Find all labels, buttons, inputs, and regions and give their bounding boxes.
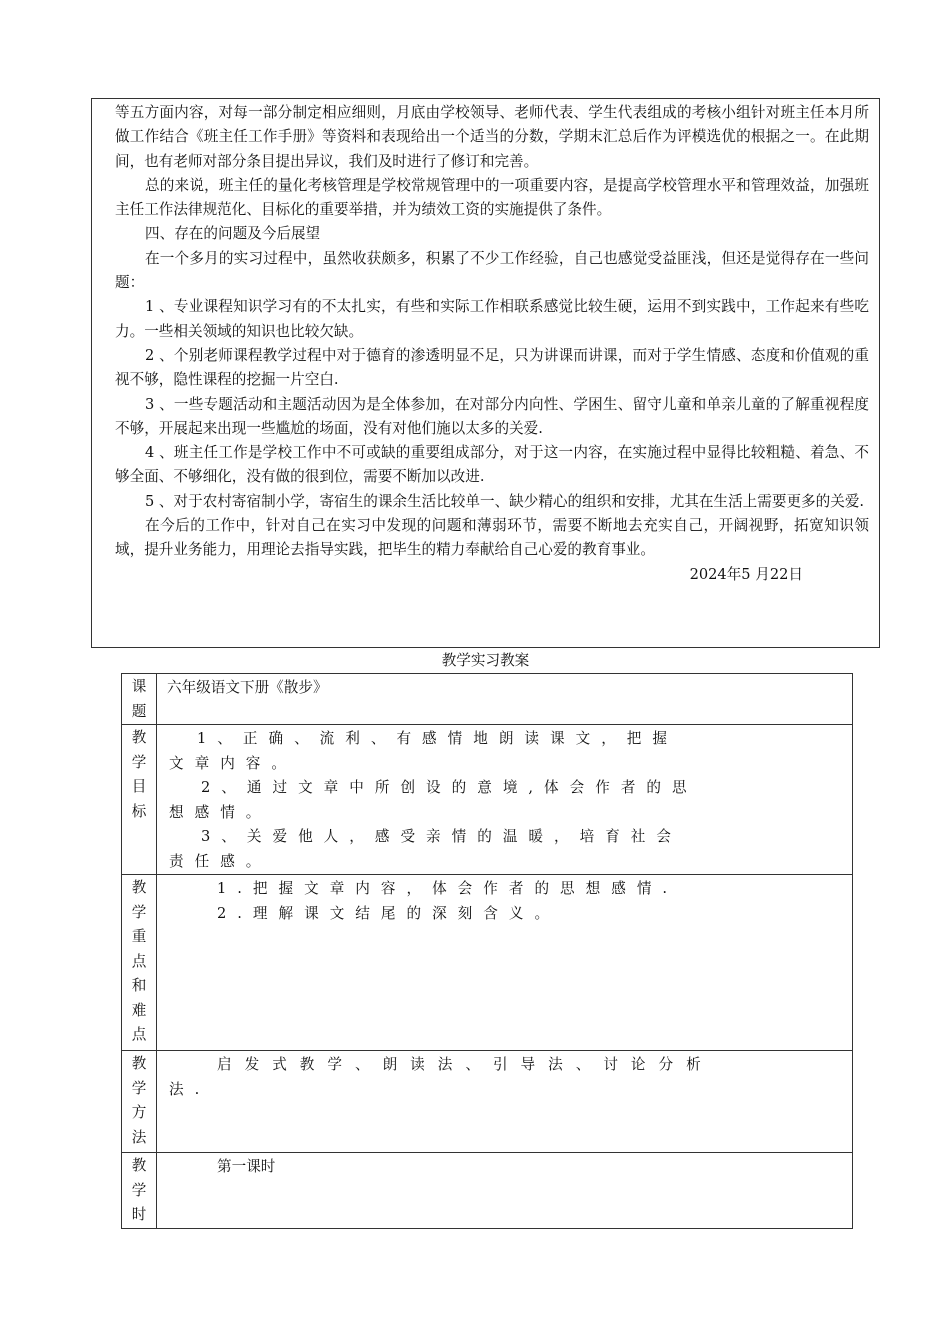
label-char: 目 — [131, 778, 147, 795]
label-char: 时 — [131, 1206, 147, 1223]
problem-item: 1 、专业课程知识学习有的不太扎实，有些和实际工作相联系感觉比较生硬，运用不到实践中，工作起来有些吃力。一些相关领域的知识也比较欠缺。 — [115, 298, 869, 340]
method-line: 法. — [169, 1080, 211, 1098]
row-label — [122, 875, 157, 1051]
table-row-key-points — [122, 875, 853, 1051]
label-char: 方 — [131, 1104, 147, 1121]
label-char: 教 — [131, 1055, 147, 1072]
label-char: 和 — [131, 977, 147, 994]
label-char: 学 — [131, 903, 147, 921]
label-char: 题 — [131, 702, 147, 720]
problem-item: 3 、一些专题活动和主题活动因为是全体参加，在对部分内向性、学困生、留守儿童和单亲儿童的了解重视程度不够，开展起来出现一些尴尬的场面，没有对他们施以太多的关爱. — [115, 395, 869, 437]
lesson-plan-title: 教学实习教案 — [441, 652, 530, 669]
row-content — [157, 674, 853, 725]
row-content — [157, 875, 853, 1051]
report-section — [91, 98, 880, 648]
goal-line: 3、关爱他人，感受亲情的温暖，培育社会 — [201, 828, 682, 845]
problem-item: 2 、个别老师课程教学过程中对于德育的渗透明显不足，只为讲课而讲课，而对于学生情感、态度和价值观的重视不够，隐性课程的挖掘一片空白. — [115, 346, 869, 389]
key-point-line: 2.理解课文结尾的深刻含义。 — [217, 904, 561, 922]
problem-item: 4 、班主任工作是学校工作中不可或缺的重要组成部分，对于这一内容，在实施过程中显得比较粗糙、着急、不够全面、不够细化，没有做的很到位，需要不断加以改进. — [115, 444, 869, 486]
goal-line: 责任感。 — [169, 852, 272, 870]
lesson-plan-table — [121, 673, 853, 1229]
label-char: 点 — [131, 1026, 147, 1043]
row-content — [157, 725, 853, 875]
report-date: 2024年5 月22日 — [689, 565, 803, 583]
goal-line: 想感情。 — [169, 803, 272, 821]
section-heading: 四、存在的问题及今后展望 — [145, 225, 321, 243]
table-row-methods — [122, 1051, 853, 1153]
report-paragraph: 总的来说，班主任的量化考核管理是学校常规管理中的一项重要内容，是提高学校管理水平和管理效益，加强班主任工作法律规范化、目标化的重要举措，并为绩效工资的实施提供了条件。 — [115, 176, 869, 219]
label-char: 学 — [131, 1181, 147, 1199]
label-char: 重 — [131, 928, 147, 945]
label-char: 标 — [131, 802, 147, 820]
report-paragraph: 在一个多月的实习过程中，虽然收获颇多，积累了不少工作经验，自己也感觉受益匪浅，但还是觉得存在一些问题： — [115, 249, 869, 292]
key-point-line: 1.把握文章内容，体会作者的思想感情. — [217, 880, 679, 897]
table-row-time — [122, 1153, 853, 1229]
label-char: 教 — [131, 879, 147, 896]
report-paragraph: 等五方面内容，对每一部分制定相应细则，月底由学校领导、老师代表、学生代表组成的考核小组针对班主任本月所做工作结合《班主任工作手册》等资料和表现给出一个适当的分数，学期末汇总后作为评模选优的根据之一。在此期间，也有老师对部分条目提出异议，我们及时进行了修订和完善。 — [115, 104, 869, 170]
time-text: 第一课时 — [217, 1158, 276, 1175]
goal-line: 文章内容。 — [169, 754, 297, 772]
row-label — [122, 725, 157, 875]
method-line: 启发式教学、朗读法、引导法、讨论分析 — [217, 1056, 714, 1073]
row-label — [122, 1153, 157, 1229]
row-content — [157, 1051, 853, 1153]
report-paragraph: 在今后的工作中，针对自己在实习中发现的问题和薄弱环节，需要不断地去充实自己，开阔视野，拓宽知识领域，提升业务能力，用理论去指导实践，把毕生的精力奉献给自己心爱的教育事业。 — [115, 517, 869, 559]
label-char: 法 — [131, 1128, 147, 1146]
row-label — [122, 1051, 157, 1153]
table-row-topic — [122, 674, 853, 725]
label-char: 学 — [131, 1079, 147, 1097]
goal-line: 2、通过文章中所创设的意境,体会作者的思 — [201, 779, 698, 796]
label-char: 难 — [131, 1001, 147, 1019]
topic-text: 六年级语文下册《散步》 — [167, 679, 328, 696]
row-label — [122, 674, 157, 725]
label-char: 教 — [131, 1157, 147, 1174]
goal-line: 1、正确、流利、有感情地朗读课文，把握 — [197, 730, 678, 747]
row-content — [157, 1153, 853, 1229]
table-row-goals — [122, 725, 853, 875]
label-char: 教 — [131, 729, 147, 746]
label-char: 学 — [131, 753, 147, 771]
problem-item: 5 、对于农村寄宿制小学，寄宿生的课余生活比较单一、缺少精心的组织和安排，尤其在生活上需要更多的关爱. — [145, 492, 865, 510]
label-char: 点 — [131, 952, 147, 970]
label-char: 课 — [131, 678, 147, 695]
